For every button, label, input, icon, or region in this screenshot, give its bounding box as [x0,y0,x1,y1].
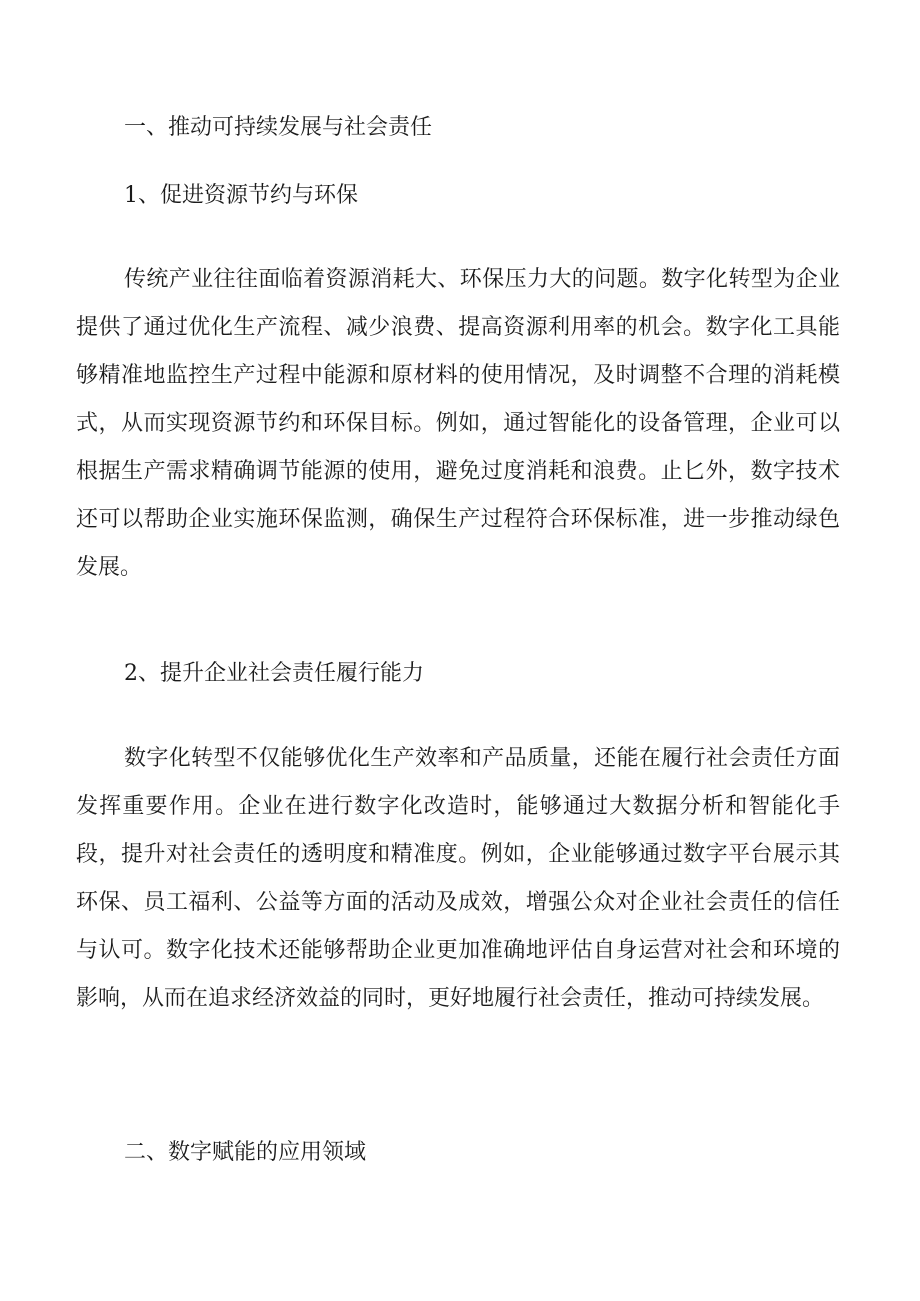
paragraph-social-responsibility: 数字化转型不仅能够优化生产效率和产品质量，还能在履行社会责任方面发挥重要作用。企业在进行数字化改造时，能够通过大数据分析和智能化手段，提升对社会责任的透明度和精准度。例如，企业能够通过数字平台展示其环保、员工福利、公益等方面的活动及成效，增强公众对企业社会责任的信任与认可。数字化技术还能够帮助企业更加准确地评估自身运营对社会和环境的影响，从而在追求经济效益的同时，更好地履行社会责任，推动可持续发展。 [76,746,840,1011]
section-heading-1: 一、推动可持续发展与社会责任 [124,115,433,140]
subsection-heading-2: 2、提升企业社会责任履行能力 [124,661,424,686]
paragraph-resource-saving: 传统产业往往面临着资源消耗大、环保压力大的问题。数字化转型为企业提供了通过优化生产流程、减少浪费、提高资源利用率的机会。数字化工具能够精准地监控生产过程中能源和原材料的使用情况，及时调整不合理的消耗模式，从而实现资源节约和环保目标。例如，通过智能化的设备管理，企业可以根据生产需求精确调节能源的使用，避免过度消耗和浪费。止匕外，数字技术还可以帮助企业实施环保监测，确保生产过程符合环保标准，进一步推动绿色发展。 [76,267,840,580]
section-heading-2: 二、数字赋能的应用领域 [124,1140,367,1165]
subsection-heading-1: 1、促进资源节约与环保 [124,183,358,208]
